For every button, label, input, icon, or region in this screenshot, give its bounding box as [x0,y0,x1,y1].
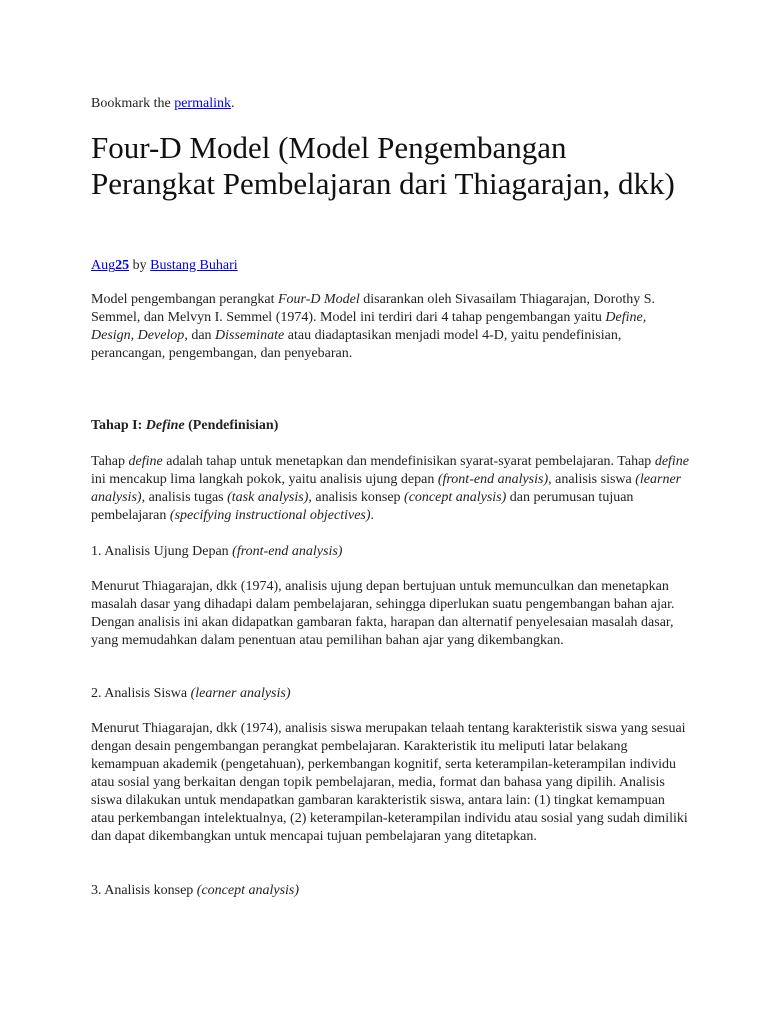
list-item-concept-analysis [91,882,691,900]
define-italic-5: (task analysis) [227,490,309,505]
post-date-link[interactable] [91,258,129,273]
intro-italic-1: Four-D Model [278,292,360,307]
intro-text-2: disarankan oleh Sivasailam Thiagarajan, Dorothy S. Semmel, dan Melvyn I. Semmel (1974). Model ini terdiri dari 4 tahap pengembangan yaitu [91,292,655,325]
define-paragraph [91,453,691,525]
define-text-2: adalah tahap untuk menetapkan dan mendefinisikan syarat-syarat pembelajaran. Tahap [162,454,655,469]
list-item-learner-analysis [91,685,691,703]
define-italic-7: (specifying instructional objectives) [169,508,371,523]
learner-analysis-paragraph: Menurut Thiagarajan, dkk (1974), analisis siswa merupakan telaah tentang karakteristik siswa yang sesuai dengan desain pengembangan perangkat pembelajaran. Karakteristik itu meliputi latar belakang kemampuan akademik (pengetahuan), perkembangan kognitif, serta keterampilan-keterampilan individu atau sosial yang berkaitan dengan topik pembelajaran, media, format dan bahasa yang dipilih. Analisis siswa dilakukan untuk mendapatkan gambaran karakteristik siswa, antara lain: (1) tingkat kemampuan atau perkembangan intelektualnya, (2) keterampilan-keterampilan individu atau sosial yang sudah dimiliki dan dapat dikembangkan untuk mencapai tujuan pembelajaran yang ditetapkan. [91,721,688,844]
stage-heading-italic: Define [145,418,185,433]
define-text-3: ini mencakup lima langkah pokok, yaitu analisis ujung depan [91,472,438,487]
permalink-link[interactable]: permalink [174,96,231,111]
intro-text-3: , dan [184,328,216,343]
intro-paragraph [91,291,691,363]
define-text-7: dan perumusan tujuan pembelajaran [91,490,634,523]
intro-italic-3: Disseminate [215,328,285,343]
define-text-1: Tahap [91,454,129,469]
stage-heading [91,417,691,435]
front-end-analysis-paragraph: Menurut Thiagarajan, dkk (1974), analisis ujung depan bertujuan untuk memunculkan dan menetapkan masalah dasar yang dihadapi dalam pembelajaran, sehingga diperlukan suatu pengembangan bahan ajar. Dengan analisis ini akan didapatkan gambaran fakta, harapan dan alternatif penyelesaian masalah dasar, yang memudahkan dalam penentuan atau pemilihan bahan ajar yang dikembangkan. [91,579,675,648]
item3-label: 3. Analisis konsep [91,883,197,898]
define-text-8: . [370,508,375,523]
post-meta [91,257,691,275]
intro-italic-2: Define, Design, Develop [91,310,647,343]
item1-italic: (front-end analysis) [232,544,343,559]
bookmark-suffix: . [230,96,235,111]
define-italic-6: (concept analysis) [404,490,507,505]
bookmark-line [91,95,691,113]
list-item-front-end-analysis [91,543,691,561]
define-text-5: , analisis tugas [141,490,228,505]
item3-italic: (concept analysis) [196,883,300,898]
define-text-4: , analisis siswa [548,472,636,487]
stage-heading-suffix: (Pendefinisian) [184,418,279,433]
define-italic-3: (front-end analysis) [437,472,549,487]
author-link[interactable]: Bustang Buhari [150,258,238,273]
define-italic-1: define [128,454,163,469]
item1-label: 1. Analisis Ujung Depan [91,544,233,559]
item2-italic: (learner analysis) [190,686,291,701]
post-date-month: Aug [91,258,116,273]
by-text: by [129,258,151,273]
post-date-day: 25 [115,258,130,273]
intro-text-4: atau diadaptasikan menjadi model 4-D, yaitu pendefinisian, perancangan, pengembangan, dan penyebaran. [91,328,622,361]
bookmark-prefix: Bookmark the [91,96,175,111]
define-italic-2: define [654,454,690,469]
article-title: Four-D Model (Model Pengembangan Perangkat Pembelajaran dari Thiagarajan, dkk) [91,130,675,201]
define-italic-4: (learner analysis) [91,472,682,505]
item2-label: 2. Analisis Siswa [91,686,191,701]
define-text-6: , analisis konsep [308,490,405,505]
intro-text-1: Model pengembangan perangkat [91,292,278,307]
stage-heading-prefix: Tahap I: [91,418,146,433]
